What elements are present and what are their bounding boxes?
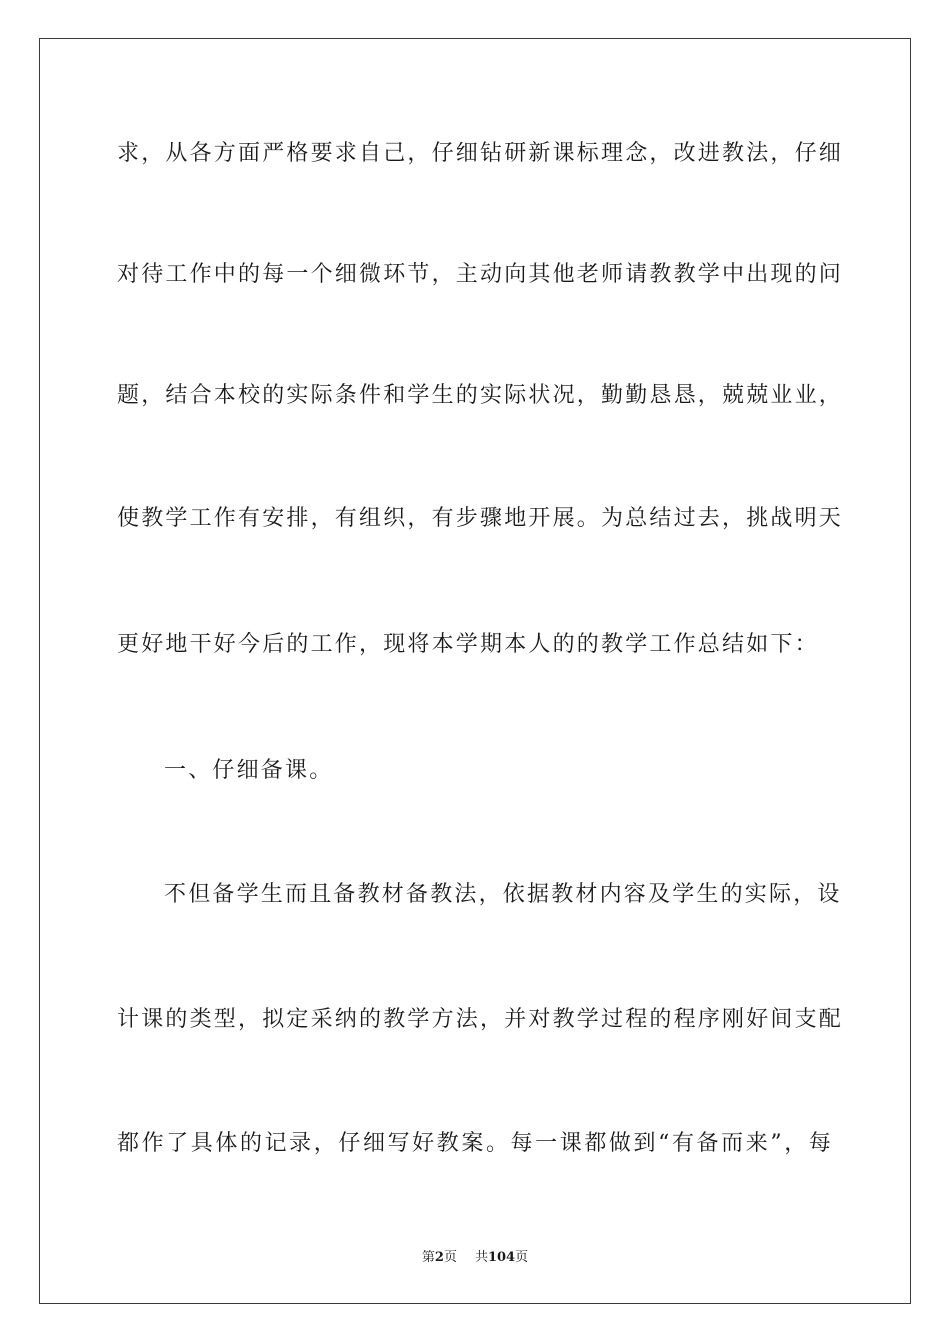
total-suffix: 页 [515,1250,529,1265]
body-text-line: 更好地干好今后的工作，现将本学期本人的的教学工作总结如下： [117,632,819,657]
page-number: 2 [434,1250,444,1265]
body-text-line: 求，从各方面严格要求自己，仔细钻研新课标理念，改进教法，仔细 [117,141,844,166]
page-suffix: 页 [443,1250,457,1265]
body-text-line: 对待工作中的每一个细微环节，主动向其他老师请教教学中出现的问 [117,262,844,287]
page-footer [0,1246,950,1265]
body-text-line: 都作了具体的记录，仔细写好教案。每一课都做到“有备而来”，每 [117,1131,833,1156]
total-prefix: 共 [474,1250,488,1265]
body-text-line: 使教学工作有安排，有组织，有步骤地开展。为总结过去，挑战明天 [117,506,844,531]
body-text-line: 计课的类型，拟定采纳的教学方法，并对教学过程的程序刚好间支配 [117,1007,844,1032]
section-heading: 一、仔细备课。 [164,758,334,783]
body-text-line: 题，结合本校的实际条件和学生的实际状况，勤勤恳恳，兢兢业业， [117,383,844,408]
page-border [39,38,911,1304]
page-prefix: 第 [421,1250,435,1265]
body-text-line: 不但备学生而且备教材备教法，依据教材内容及学生的实际，设 [164,882,842,907]
total-pages: 104 [487,1250,516,1265]
